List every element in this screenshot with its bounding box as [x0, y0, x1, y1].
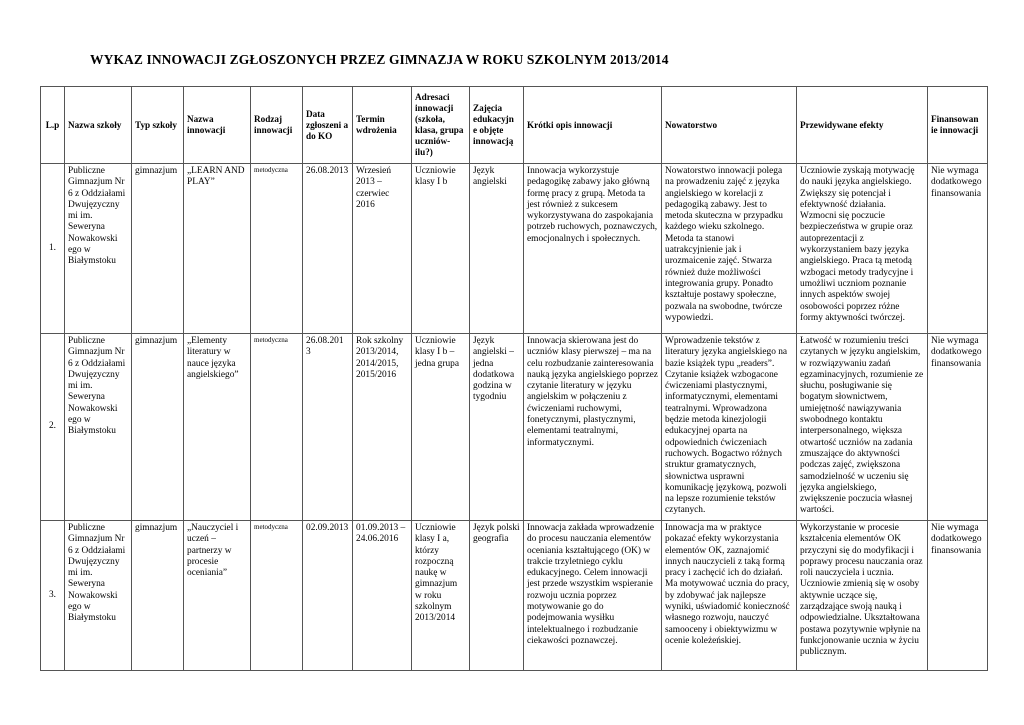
cell-school-name: Publiczne Gimnazjum Nr 6 z Oddziałami Dwujęzyczny mi im. Seweryna Nowakowski ego w Białymstoku	[65, 521, 132, 671]
cell-novelty: Wprowadzenie tekstów z literatury języka angielskiego na bazie książek typu „readers”. Czytanie książek wzbogacone ćwiczeniami plastycznymi, informatycznymi, elementami teatralnymi. Wprowadzona będzie metoda kinezjologii edukacyjnej oparta na odpowiednich ćwiczeniach ruchowych. Bogactwo różnych struktur gramatycznych, słownictwa usprawni komunikację językową, pozwoli na lepsze rozumienie tekstów czytanych.	[662, 334, 797, 521]
cell-addressees: Uczniowie klasy I b – jedna grupa	[412, 334, 470, 521]
header-date: Data zgłoszeni a do KO	[303, 87, 353, 164]
cell-innovation-name: „Nauczyciel i uczeń – partnerzy w procesie oceniania”	[184, 521, 251, 671]
cell-school-name: Publiczne Gimnazjum Nr 6 z Oddziałami Dwujęzyczny mi im. Seweryna Nowakowski ego w Białymstoku	[65, 334, 132, 521]
cell-novelty: Innowacja ma w praktyce pokazać efekty wykorzystania elementów OK, zaznajomić innych nauczycieli z taką formą pracy i zachęcić ich do działań. Ma motywować ucznia do pracy, by zdobywać jak najlepsze wyniki, uświadomić konieczność własnego rozwoju, nauczyć samooceny i obiektywizmu w ocenie koleżeńskiej.	[662, 521, 797, 671]
header-kind: Rodzaj innowacji	[251, 87, 303, 164]
cell-addressees: Uczniowie klasy I a, którzy rozpoczną naukę w gimnazjum w roku szkolnym 2013/2014	[412, 521, 470, 671]
table-row	[41, 521, 988, 671]
cell-kind: metodyczna	[251, 164, 303, 334]
header-description: Krótki opis innowacji	[524, 87, 662, 164]
cell-financing: Nie wymaga dodatkowego finansowania	[928, 164, 988, 334]
cell-financing: Nie wymaga dodatkowego finansowania	[928, 334, 988, 521]
cell-novelty: Nowatorstwo innowacji polega na prowadzeniu zajęć z języka angielskiego w korelacji z pedagogiką zabawy. Jest to metoda skuteczna w przypadku każdego wieku szkolnego. Metoda ta stanowi uatrakcyjnienie jak i urozmaicenie zajęć. Stwarza również duże możliwości integrowania grupy. Ponadto kształtuje postawy społeczne, pozwala na swobodne, twórcze wypowiedzi.	[662, 164, 797, 334]
cell-lp: 3.	[41, 521, 65, 671]
header-financing: Finansowan ie innowacji	[928, 87, 988, 164]
cell-lp: 2.	[41, 334, 65, 521]
cell-innovation-name: „Elementy literatury w nauce języka angielskiego”	[184, 334, 251, 521]
cell-innovation-name: „LEARN AND PLAY”	[184, 164, 251, 334]
header-novelty: Nowatorstwo	[662, 87, 797, 164]
table-row	[41, 164, 988, 334]
header-school-name: Nazwa szkoły	[65, 87, 132, 164]
innovations-table	[40, 86, 988, 671]
cell-date: 02.09.2013	[303, 521, 353, 671]
cell-school-type: gimnazjum	[132, 521, 184, 671]
cell-description: Innowacja zakłada wprowadzenie do procesu nauczania elementów oceniania kształtującego (OK) w trakcie trzyletniego cyklu edukacyjnego. Celem innowacji jest przede wszystkim wspieranie rozwoju ucznia poprzez motywowanie go do podejmowania wysiłku intelektualnego i rozbudzanie ciekawości poznawczej.	[524, 521, 662, 671]
header-innovation-name: Nazwa innowacji	[184, 87, 251, 164]
header-addressees: Adresaci innowacji (szkoła, klasa, grupa uczniów- ilu?)	[412, 87, 470, 164]
cell-kind: metodyczna	[251, 521, 303, 671]
page-title: WYKAZ INNOWACJI ZGŁOSZONYCH PRZEZ GIMNAZJA W ROKU SZKOLNYM 2013/2014	[90, 52, 669, 67]
header-effects: Przewidywane efekty	[797, 87, 928, 164]
cell-effects: Uczniowie zyskają motywację do nauki języka angielskiego. Zwiększy się potencjał i efektywność działania. Wzmocni się poczucie bezpieczeństwa w grupie oraz autoprezentacji z wykorzystaniem bazy języka angielskiego. Praca tą metodą wzbogaci metody tradycyjne i umożliwi uczniom poznanie innych aspektów swojej osobowości poprzez różne formy aktywności twórczej.	[797, 164, 928, 334]
cell-kind: metodyczna	[251, 334, 303, 521]
cell-school-type: gimnazjum	[132, 334, 184, 521]
cell-date: 26.08.2013	[303, 164, 353, 334]
cell-description: Innowacja wykorzystuje pedagogikę zabawy jako główną formę pracy z grupą. Metoda ta jest również z sukcesem wykorzystywana do zaspokajania potrzeb ruchowych, poznawczych, emocjonalnych i społecznych.	[524, 164, 662, 334]
cell-addressees: Uczniowie klasy I b	[412, 164, 470, 334]
cell-term: Wrzesień 2013 – czerwiec 2016	[353, 164, 412, 334]
cell-date: 26.08.201 3	[303, 334, 353, 521]
header-term: Termin wdrożenia	[353, 87, 412, 164]
cell-school-type: gimnazjum	[132, 164, 184, 334]
cell-effects: Łatwość w rozumieniu treści czytanych w języku angielskim, w rozwiązywaniu zadań egzaminacyjnych, rozumienie ze słuchu, posługiwanie się bogatym słownictwem, umiejętność nawiązywania swobodnego kontaktu interpersonalnego, większa otwartość uczniów na zadania zmuszające do aktywności podczas zajęć, zwiększona samodzielność w uczeniu się języka angielskiego, zwiększenie poczucia własnej wartości.	[797, 334, 928, 521]
cell-financing: Nie wymaga dodatkowego finansowania	[928, 521, 988, 671]
table-header-row	[41, 87, 988, 164]
cell-school-name: Publiczne Gimnazjum Nr 6 z Oddziałami Dwujęzyczny mi im. Seweryna Nowakowski ego w Białymstoku	[65, 164, 132, 334]
header-school-type: Typ szkoły	[132, 87, 184, 164]
cell-classes: Język polski geografia	[470, 521, 524, 671]
cell-effects: Wykorzystanie w procesie kształcenia elementów OK przyczyni się do modyfikacji i poprawy procesu nauczania oraz roli nauczyciela i ucznia. Uczniowie zmienią się w osoby aktywnie uczące się, zarządzające swoją nauką i odpowiedzialne. Ukształtowana postawa pozytywnie wpłynie na funkcjonowanie ucznia w życiu publicznym.	[797, 521, 928, 671]
cell-term: 01.09.2013 – 24.06.2016	[353, 521, 412, 671]
table-row	[41, 334, 988, 521]
cell-description: Innowacja skierowana jest do uczniów klasy pierwszej – ma na celu rozbudzanie zainteresowania nauką języka angielskiego poprzez czytanie literatury w języku angielskim w połączeniu z ćwiczeniami ruchowymi, fonetycznymi, plastycznymi, elementami teatralnymi, informatycznymi.	[524, 334, 662, 521]
header-classes: Zajęcia edukacyjn e objęte innowacją	[470, 87, 524, 164]
header-lp: L.p	[41, 87, 65, 164]
cell-lp: 1.	[41, 164, 65, 334]
cell-term: Rok szkolny 2013/2014, 2014/2015, 2015/2016	[353, 334, 412, 521]
cell-classes: Język angielski	[470, 164, 524, 334]
cell-classes: Język angielski – jedna dodatkowa godzina w tygodniu	[470, 334, 524, 521]
